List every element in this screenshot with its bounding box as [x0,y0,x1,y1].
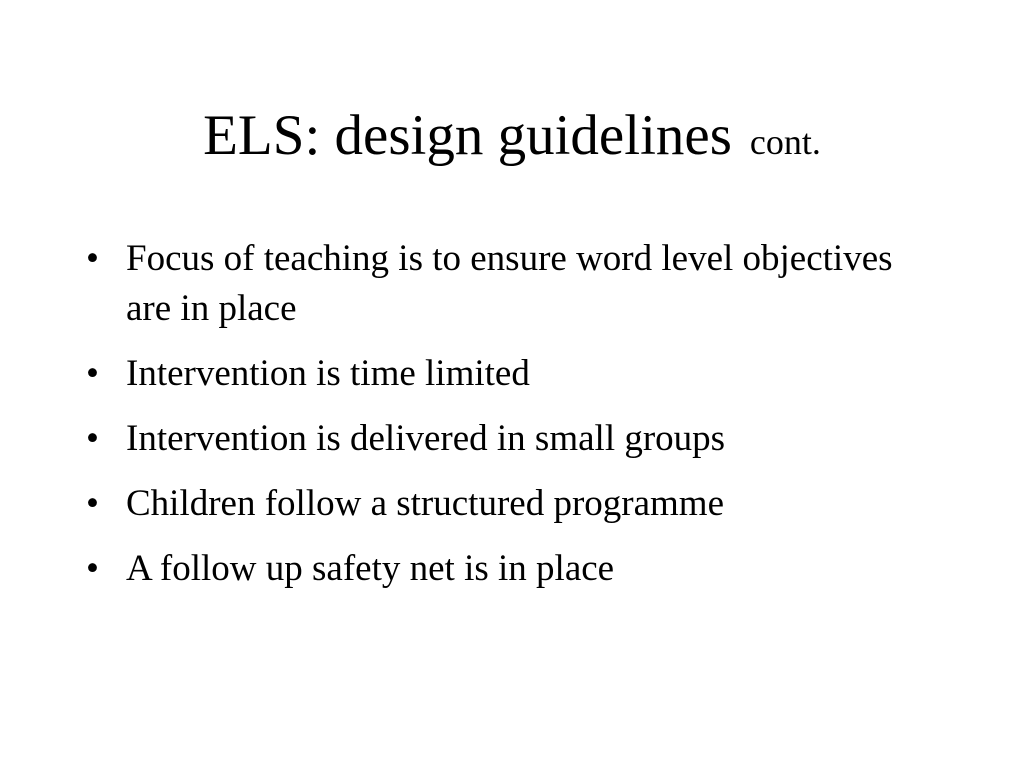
bullet-text: Children follow a structured programme [126,483,724,524]
slide-title-suffix: cont. [749,122,821,162]
bullet-text: Intervention is time limited [126,353,530,394]
bullet-dot-icon: • [86,548,99,589]
bullet-dot-icon: • [86,238,99,279]
bullet-text: Focus of teaching is to ensure word level objectives are in place [126,238,893,329]
bullet-list [86,234,946,609]
bullet-item [86,479,946,529]
bullet-dot-icon: • [86,418,99,459]
slide-title [0,100,1024,178]
bullet-text: A follow up safety net is in place [126,548,615,589]
slide-title-main: ELS: design guidelines [203,104,732,167]
bullet-item [86,414,946,464]
bullet-item [86,544,946,594]
bullet-dot-icon: • [86,353,99,394]
bullet-item [86,349,946,399]
bullet-item [86,234,946,334]
bullet-dot-icon: • [86,483,99,524]
bullet-text: Intervention is delivered in small groups [126,418,726,459]
